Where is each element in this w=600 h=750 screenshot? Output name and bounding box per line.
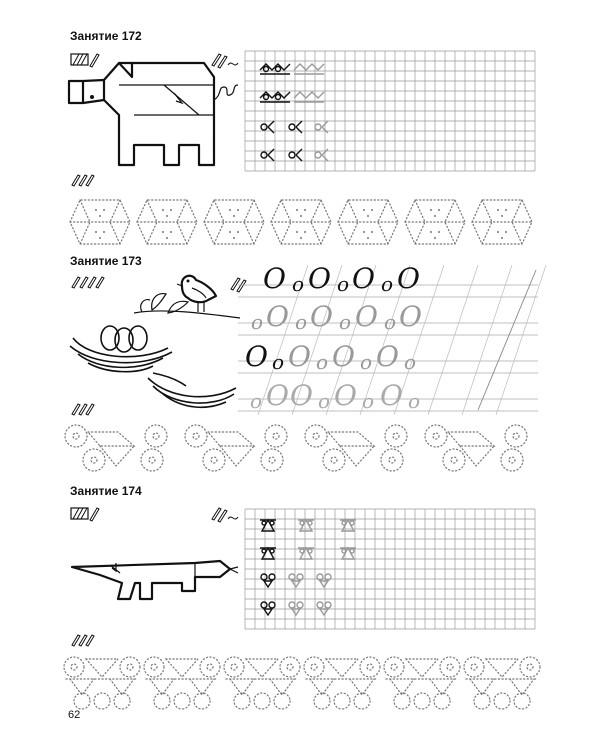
dotted-border-173 <box>62 420 542 480</box>
letter-o-upper: O <box>266 300 289 333</box>
letter-o-lower: o <box>318 389 331 413</box>
letter-o-upper: O <box>355 300 378 333</box>
pencil-line-icon <box>210 505 240 525</box>
dotted-border-174 <box>62 653 542 713</box>
letter-o-upper: O <box>310 300 333 333</box>
letter-o-upper: O <box>288 340 311 373</box>
letter-o-lower: o <box>272 350 285 374</box>
letter-o-lower: o <box>404 350 417 374</box>
lizard-figure <box>70 555 240 615</box>
letter-o-lower: o <box>251 310 264 334</box>
letter-o-upper: O <box>263 262 286 295</box>
lesson-174-title: Занятие 174 <box>70 484 142 498</box>
colored-pencils-icon <box>70 400 94 418</box>
letter-o-upper: O <box>397 262 420 295</box>
letter-o-lower: o <box>250 389 263 413</box>
dotted-border-172 <box>66 192 546 252</box>
letter-o-upper: O <box>332 340 355 373</box>
hatching-icon <box>70 505 100 523</box>
colored-pencils-icon <box>70 631 94 649</box>
letter-o-lower: o <box>337 272 350 296</box>
letter-o-upper: O <box>376 340 399 373</box>
letter-o-lower: o <box>408 389 421 413</box>
grid-pattern-172 <box>258 60 358 170</box>
colored-pencils-icon <box>70 273 106 291</box>
letter-o-lower: o <box>295 310 308 334</box>
letter-o-lower: o <box>384 310 397 334</box>
letter-o-lower: o <box>381 272 394 296</box>
letter-o-upper: O <box>290 379 313 412</box>
pencil-line-icon <box>210 51 240 71</box>
letter-o-upper: O <box>245 340 268 373</box>
page-number: 62 <box>68 709 81 721</box>
letter-o-lower: o <box>339 310 352 334</box>
letter-o-upper: O <box>308 262 331 295</box>
colored-pencils-icon <box>70 171 94 189</box>
pig-figure <box>64 55 234 170</box>
letter-o-upper: O <box>399 300 422 333</box>
letter-o-upper: O <box>352 262 375 295</box>
letter-o-lower: o <box>316 350 329 374</box>
letter-o-lower: o <box>362 389 375 413</box>
letter-o-lower: o <box>360 350 373 374</box>
letter-o-upper: O <box>334 379 357 412</box>
grid-pattern-174 <box>258 515 368 625</box>
letter-o-upper: O <box>380 379 403 412</box>
letter-o-upper: O <box>266 379 289 412</box>
lesson-173-title: Занятие 173 <box>70 254 142 268</box>
lesson-172-title: Занятие 172 <box>70 29 142 43</box>
letter-o-lower: o <box>292 272 305 296</box>
